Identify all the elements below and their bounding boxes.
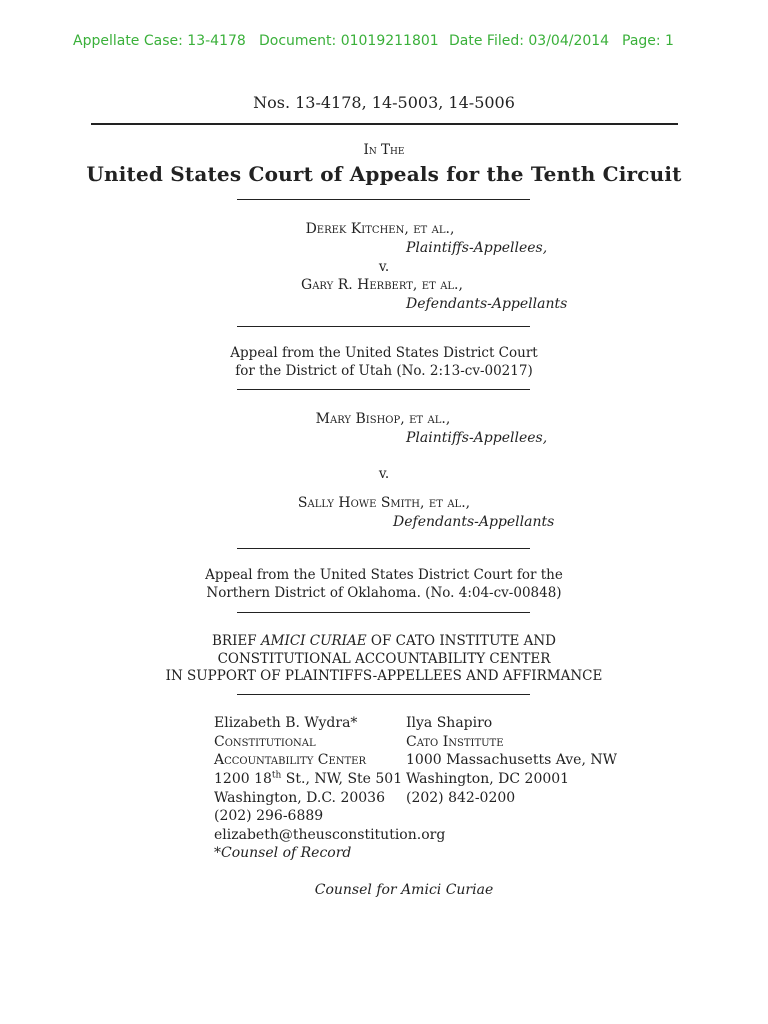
brief-title-line3: IN SUPPORT OF PLAINTIFFS-APPELLEES AND AFFIRMANCE xyxy=(165,668,603,684)
stamp-date-filed: Date Filed: 03/04/2014 xyxy=(449,33,610,49)
court-name: United States Court of Appeals for the Tenth Circuit xyxy=(86,162,682,186)
brief-title-post: OF CATO INSTITUTE AND xyxy=(366,633,556,649)
counsel-of-record-note: *Counsel of Record xyxy=(214,845,352,861)
top-rule xyxy=(91,123,678,125)
divider-6 xyxy=(237,694,530,695)
divider-2 xyxy=(237,326,530,327)
stamp-page: Page: 1 xyxy=(622,33,674,49)
case1-appeal-line2: for the District of Utah (No. 2:13-cv-00217) xyxy=(235,363,533,379)
divider-5 xyxy=(237,612,530,613)
counsel-right-org: Cato Institute xyxy=(406,734,504,750)
case2-plaintiff-suffix: , et al., xyxy=(400,411,451,427)
case2-plaintiff-role: Plaintiffs-Appellees, xyxy=(406,430,548,446)
case2-plaintiff-line xyxy=(0,411,767,427)
case1-defendant-line xyxy=(0,277,766,293)
case2-plaintiff: Mary Bishop xyxy=(315,411,401,427)
case2-versus: v. xyxy=(378,466,390,482)
case1-plaintiff: Derek Kitchen xyxy=(305,221,405,237)
case1-versus: v. xyxy=(378,259,390,275)
stamp-document: Document: 01019211801 xyxy=(259,33,439,49)
case2-appeal-line2: Northern District of Oklahoma. (No. 4:04-cv-00848) xyxy=(206,585,562,601)
divider-1 xyxy=(237,199,530,200)
case2-defendant-line xyxy=(0,495,768,511)
brief-title-line2: CONSTITUTIONAL ACCOUNTABILITY CENTER xyxy=(217,651,551,667)
in-the-label: In The xyxy=(363,142,405,158)
counsel-right-address: 1000 Massachusetts Ave, NW xyxy=(406,752,617,768)
brief-title-pre: BRIEF xyxy=(212,633,261,649)
counsel-right-city: Washington, DC 20001 xyxy=(406,771,570,787)
brief-title-line1 xyxy=(0,633,768,649)
case1-appeal-line1: Appeal from the United States District Court xyxy=(230,345,538,361)
counsel-left-address-post: St., NW, Ste 501 xyxy=(281,771,403,787)
counsel-left-address-pre: 1200 18 xyxy=(214,771,272,787)
case1-defendant-role: Defendants-Appellants xyxy=(406,296,568,312)
counsel-for-amici: Counsel for Amici Curiae xyxy=(314,882,494,898)
divider-4 xyxy=(237,548,530,549)
counsel-left-email: elizabeth@theusconstitution.org xyxy=(214,827,446,843)
counsel-left-city: Washington, D.C. 20036 xyxy=(214,790,385,806)
counsel-right-phone: (202) 842-0200 xyxy=(406,790,516,806)
case1-plaintiff-suffix: , et al., xyxy=(404,221,455,237)
divider-3 xyxy=(237,389,530,390)
case2-defendant-role: Defendants-Appellants xyxy=(393,514,555,530)
counsel-left-address-sup: th xyxy=(271,770,282,781)
docket-numbers: Nos. 13-4178, 14-5003, 14-5006 xyxy=(253,93,515,112)
stamp-case: Appellate Case: 13-4178 xyxy=(73,33,246,49)
counsel-left-org1: Constitutional xyxy=(214,734,316,750)
case1-defendant-suffix: , et al., xyxy=(412,277,463,293)
case1-defendant: Gary R. Herbert xyxy=(301,277,413,293)
counsel-left-name: Elizabeth B. Wydra* xyxy=(214,715,358,731)
counsel-right-name: Ilya Shapiro xyxy=(406,715,493,731)
brief-title-amici: AMICI CURIAE xyxy=(260,633,367,649)
filing-stamp xyxy=(0,33,768,53)
case1-plaintiff-line xyxy=(0,221,764,237)
counsel-left-address xyxy=(214,771,402,787)
case2-defendant-suffix: , et al., xyxy=(420,495,471,511)
case2-defendant: Sally Howe Smith xyxy=(297,495,421,511)
case2-appeal-line1: Appeal from the United States District Court for the xyxy=(205,567,563,583)
counsel-left-org2: Accountability Center xyxy=(214,752,367,768)
counsel-left-phone: (202) 296-6889 xyxy=(214,808,324,824)
case1-plaintiff-role: Plaintiffs-Appellees, xyxy=(406,240,548,256)
